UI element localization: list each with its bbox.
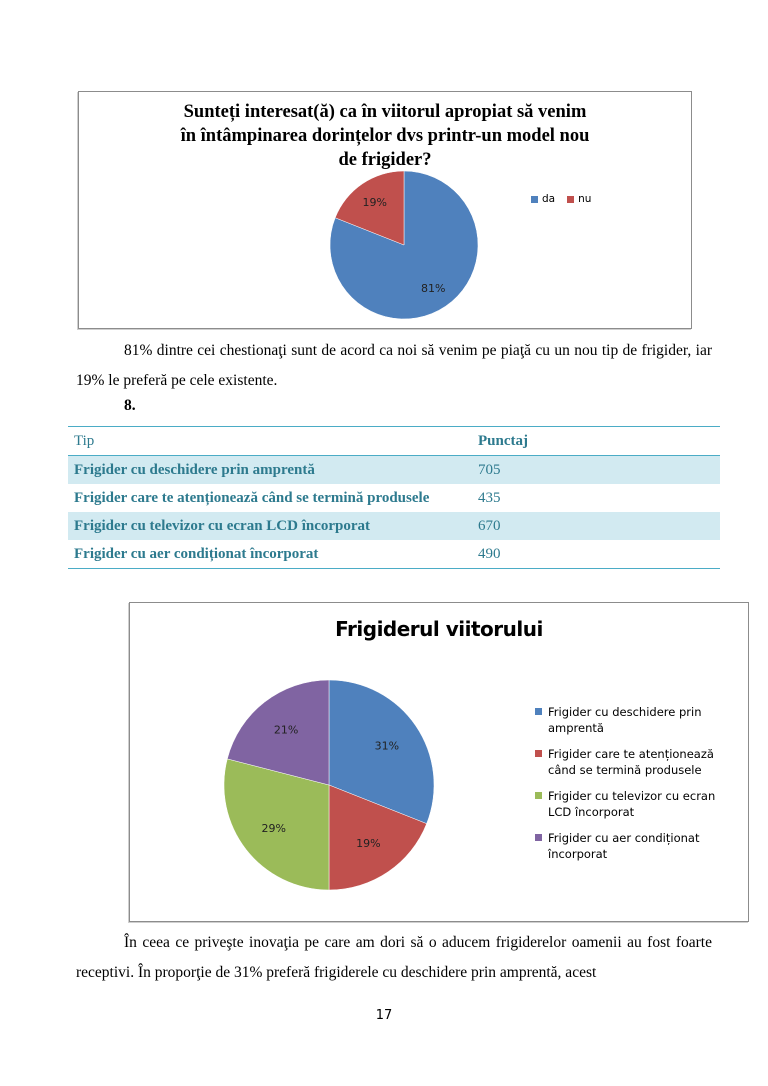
legend-label: da (542, 193, 556, 205)
score-table (68, 426, 720, 569)
legend-item (535, 830, 740, 862)
data-label: 19% (362, 195, 387, 209)
data-label: 19% (356, 836, 381, 850)
chart-title: Frigiderul viitorului (335, 617, 543, 641)
legend-item (535, 788, 740, 820)
cell-score: 705 (464, 456, 720, 485)
legend-swatch (567, 196, 574, 203)
paragraph-result: 81% dintre cei chestionaţi sunt de acord ca noi să venim pe piaţă cu un nou tip de frigider, iar 19% le preferă pe cele existente. (76, 342, 712, 389)
legend-item (535, 704, 740, 736)
cell-score: 490 (464, 540, 720, 569)
data-label: 81% (421, 282, 446, 296)
chart-legend (535, 704, 740, 872)
legend-swatch (535, 792, 542, 799)
legend-label: Frigider cu aer condiționat încorporat (548, 831, 700, 861)
cell-type: Frigider care te atenționează când se termină produsele (74, 490, 430, 506)
table-row (68, 456, 720, 485)
table-row (68, 484, 720, 512)
legend-swatch (535, 708, 542, 715)
data-label: 31% (374, 739, 400, 753)
legend-item-nu (567, 193, 591, 205)
pie-chart (79, 92, 691, 328)
column-header-punctaj: Punctaj (464, 427, 720, 456)
legend-swatch (535, 834, 542, 841)
chart-legend (531, 193, 591, 205)
data-label: 29% (261, 821, 286, 835)
section-heading: 8. (124, 397, 136, 414)
legend-label: Frigider care te atenționează când se termină produsele (548, 747, 714, 777)
table-row (68, 512, 720, 540)
legend-swatch (531, 196, 538, 203)
legend-label: Frigider cu televizor cu ecran LCD încorporat (548, 789, 716, 819)
column-header-tip: Tip (68, 427, 464, 456)
cell-type: Frigider cu televizor cu ecran LCD încorporat (68, 512, 464, 540)
cell-score: 435 (478, 490, 501, 506)
legend-swatch (535, 750, 542, 757)
paragraph-innovation: În ceea ce priveşte inovaţia pe care am dori să o aducem frigiderelor oamenii au fost foarte receptivi. În proporţie de 31% preferă frigiderele cu deschidere prin amprentă, acest (76, 934, 712, 981)
cell-type: Frigider cu aer condiționat încorporat (68, 540, 464, 569)
cell-type: Frigider cu deschidere prin amprentă (68, 456, 464, 485)
legend-item (535, 746, 740, 778)
legend-item-da (531, 193, 555, 205)
legend-label: Frigider cu deschidere prin amprentă (548, 705, 702, 735)
page-number: 17 (375, 1008, 393, 1023)
table-row (68, 540, 720, 569)
chart-title: Sunteți interesat(ă) ca în viitorul apropiat să venim în întâmpinarea dorințelor dvs printr-un model nou de frigider? (180, 102, 590, 170)
chart-interest (78, 91, 692, 329)
table-header-row (68, 427, 720, 456)
data-label: 21% (273, 723, 299, 737)
legend-label: nu (578, 193, 592, 205)
cell-score: 670 (464, 512, 720, 540)
chart-future-fridge (129, 602, 749, 922)
